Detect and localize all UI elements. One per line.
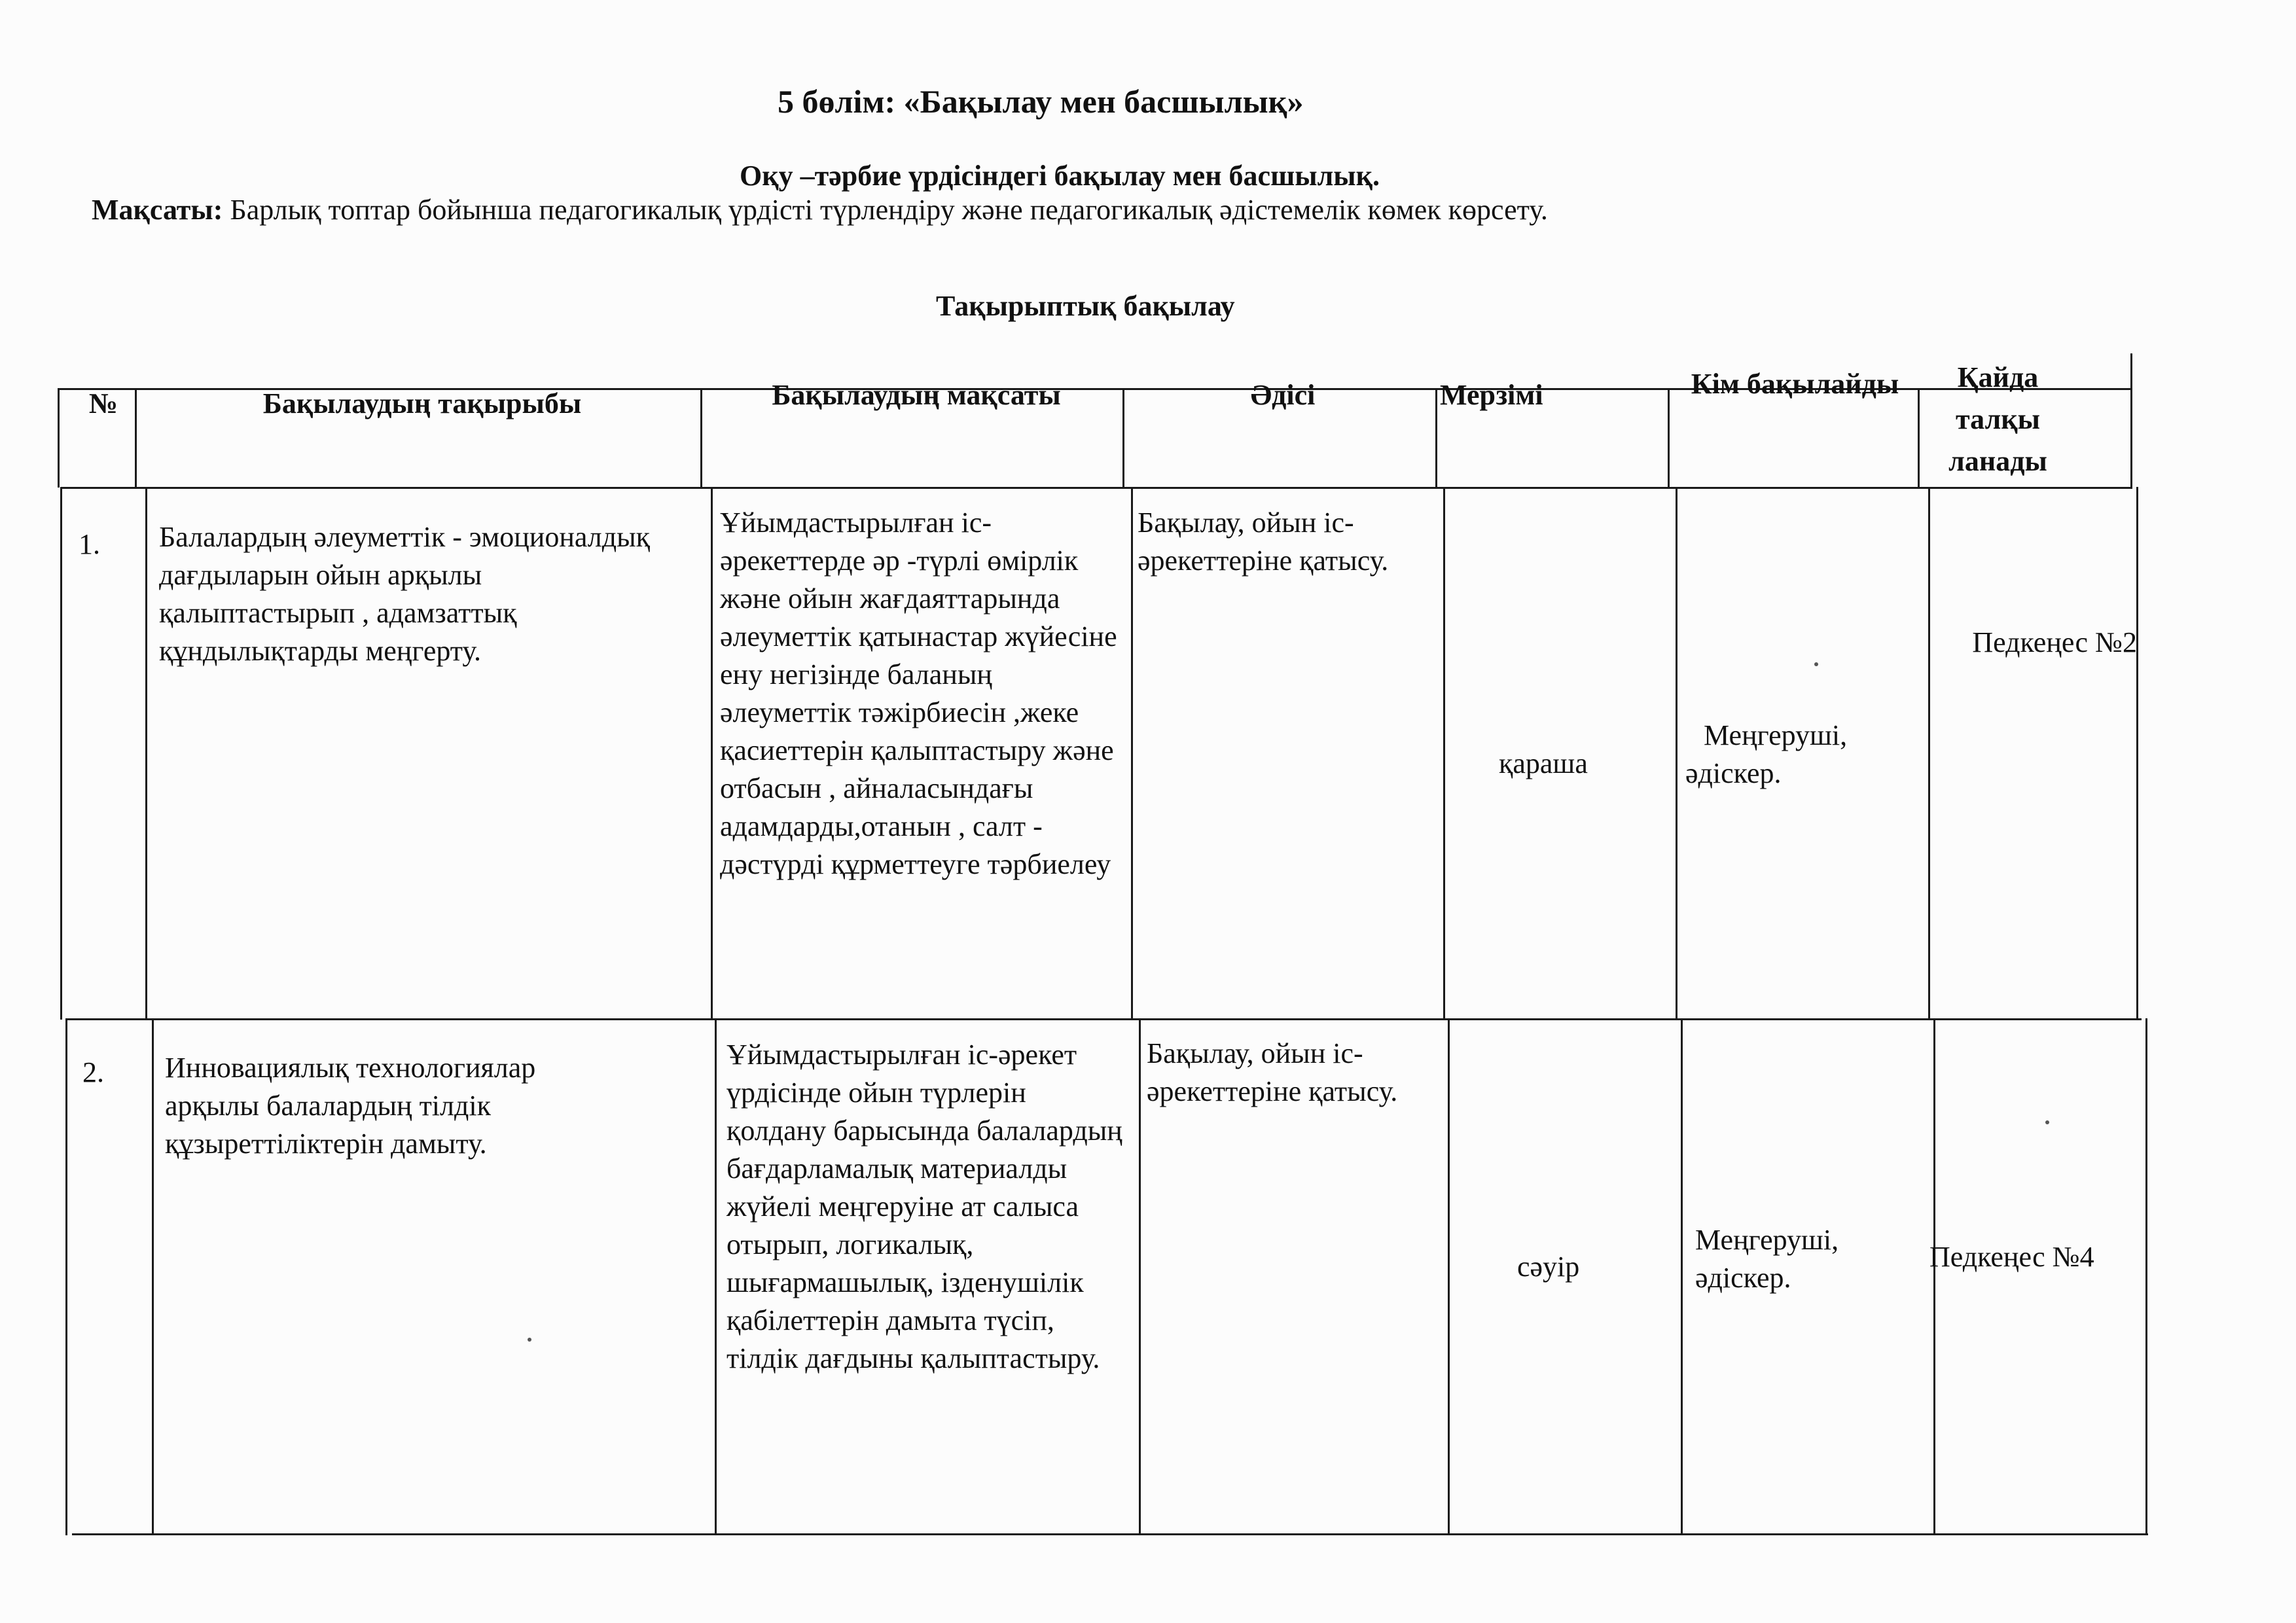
col-divider-3-row1 (1131, 487, 1133, 1020)
col-divider-6-row2 (1933, 1018, 1935, 1535)
document-goal (92, 193, 1548, 226)
col-divider-2-row1 (711, 487, 713, 1020)
row2-method: Бақылау, ойын іс-әрекеттеріне қатысу. (1147, 1037, 1398, 1107)
header-who: Кім бақылайды (1691, 368, 1899, 400)
col-divider-1 (135, 388, 137, 488)
header-goal: Бақылаудың мақсаты (772, 379, 1061, 411)
col-divider-6-row1 (1928, 487, 1930, 1020)
scan-speck (1814, 662, 1818, 666)
col-divider-6 (1918, 388, 1920, 488)
row2-who: Меңгеруші, әдіскер. (1695, 1224, 1839, 1294)
row2-num: 2. (82, 1056, 104, 1088)
table-border-row1-bottom (65, 1018, 2142, 1020)
row1-num: 1. (79, 528, 100, 560)
col-divider-3-row2 (1139, 1018, 1141, 1535)
table-border-header-bottom (62, 487, 2132, 489)
table-title: Тақырыптық бақылау (936, 290, 1235, 322)
table-border-right-row1 (2136, 487, 2138, 1020)
header-method: Әдісі (1250, 379, 1316, 411)
col-divider-1-row2 (152, 1018, 154, 1535)
table-border-right-row2 (2145, 1018, 2147, 1535)
col-divider-3 (1122, 388, 1124, 488)
row2-where: Педкеңес №4 (1929, 1241, 2094, 1273)
col-divider-5-row1 (1676, 487, 1677, 1020)
header-where: Қайда талқы ланады (1948, 361, 2047, 477)
col-divider-1-row1 (145, 487, 147, 1020)
header-topic: Бақылаудың тақырыбы (262, 387, 582, 419)
document-subtitle: Оқу –тәрбие үрдісіндегі бақылау мен басшылық. (740, 160, 1380, 192)
document-title: 5 бөлім: «Бақылау мен басшылық» (778, 83, 1304, 120)
table-border-bottom (72, 1533, 2148, 1535)
table-border-left (58, 388, 60, 488)
col-divider-2-row2 (715, 1018, 717, 1535)
header-num: № (88, 387, 118, 419)
row1-term: қараша (1499, 747, 1588, 779)
row2-goal: Ұйымдастырылған іс-әрекет үрдісінде ойын түрлерін қолдану барысында балалардың бағдарламалық материалды жүйелі меңгеруіне ат салыса отырып, логикалық, шығармашылық, ізденушілік қабілеттерін дамыта түсіп, тілдік дағдыны қалыптастыру. (726, 1039, 1122, 1374)
row2-term: сәуір (1517, 1251, 1580, 1283)
table-border-left-row2 (65, 1018, 67, 1535)
scan-speck (2045, 1120, 2049, 1124)
header-term: Мерзімі (1440, 379, 1543, 411)
row1-goal: Ұйымдастырылған іс-әрекеттерде әр -түрлі өмірлік және ойын жағдаяттарында әлеуметтік қатынастар жүйесіне ену негізінде баланың әлеуметтік тәжірбиесін ,жеке қасиеттерін қалыптастыру және отбасын , айналасындағы адамдарды,отанын , салт - дәстүрді құрметтеуге тәрбиелеу (720, 507, 1117, 880)
table-border-left-row1 (60, 487, 62, 1020)
col-divider-2 (700, 388, 702, 488)
goal-label: Мақсаты: (92, 194, 223, 226)
col-divider-5 (1668, 388, 1670, 488)
row1-who: Меңгеруші, әдіскер. (1685, 719, 1848, 789)
col-divider-4 (1435, 388, 1437, 488)
row1-method: Бақылау, ойын іс-әрекеттеріне қатысу. (1138, 507, 1389, 577)
row1-where: Педкеңес №2 (1972, 626, 2137, 658)
goal-text: Барлық топтар бойынша педагогикалық үрдісті түрлендіру және педагогикалық әдістемелік көмек көрсету. (230, 194, 1548, 226)
row1-topic: Балалардың әлеуметтік - эмоционалдық дағдыларын ойын арқылы қалыптастырып , адамзаттық құндылықтарды меңгерту. (159, 521, 651, 667)
col-divider-5-row2 (1681, 1018, 1683, 1535)
scan-speck (528, 1338, 531, 1342)
row2-topic: Инновациялық технологиялар арқылы балалардың тілдік құзыреттіліктерін дамыту. (165, 1052, 536, 1160)
table-border-right (2130, 353, 2132, 488)
